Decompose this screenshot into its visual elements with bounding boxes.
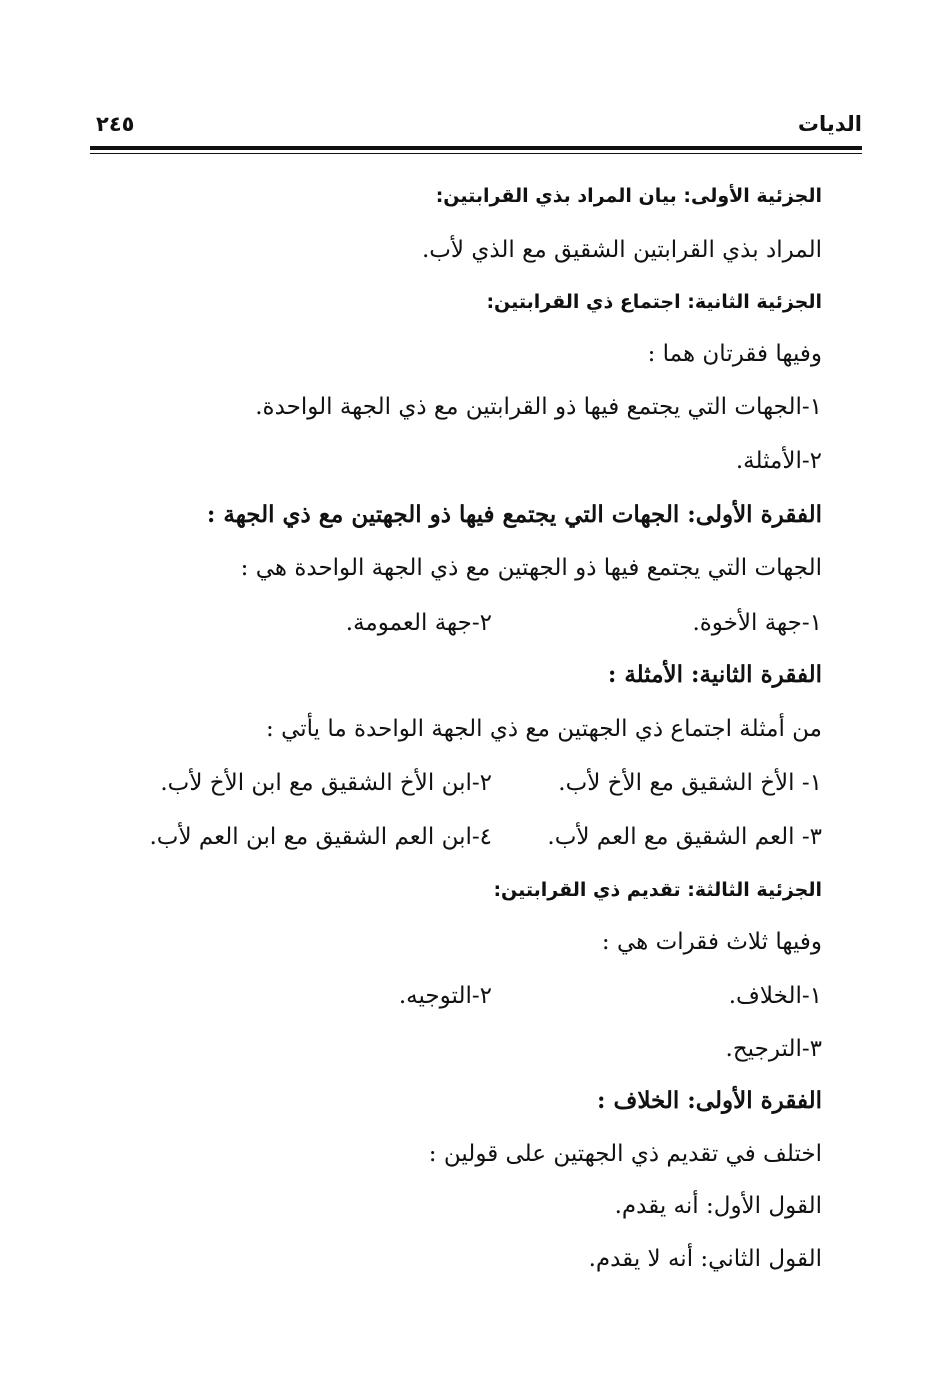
- text-line: الجهات التي يجتمع فيها ذو الجهتين مع ذي الجهة الواحدة هي :: [240, 555, 822, 581]
- list-item: ١-الجهات التي يجتمع فيها ذو القرابتين مع ذي الجهة الواحدة.: [255, 394, 822, 420]
- subheading-2: الجزئية الثانية: اجتماع ذي القرابتين:: [486, 291, 822, 313]
- list-row: [149, 821, 822, 853]
- header-rule-thick: [90, 146, 862, 150]
- subheading-1: الجزئية الأولى: بيان المراد بذي القرابتين:: [435, 185, 822, 207]
- text-line: من أمثلة اجتماع ذي الجهتين مع ذي الجهة الواحدة ما يأتي :: [266, 716, 822, 742]
- list-item: ٣-الترجيح.: [725, 1036, 822, 1062]
- list-item: ٢-التوجيه.: [398, 983, 492, 1009]
- paragraph-heading-1: الفقرة الأولى: الجهات التي يجتمع فيها ذو الجهتين مع ذي الجهة :: [206, 501, 822, 528]
- list-row: [346, 607, 822, 639]
- list-item: ٤-ابن العم الشقيق مع ابن العم لأب.: [149, 824, 492, 850]
- paragraph-heading-2: الفقرة الثانية: الأمثلة :: [607, 661, 822, 688]
- running-title: الديات: [797, 112, 862, 136]
- text-line: القول الأول: أنه يقدم.: [614, 1193, 822, 1219]
- text-line: القول الثاني: أنه لا يقدم.: [588, 1246, 822, 1272]
- list-item: ١-الخلاف.: [728, 983, 822, 1009]
- text-line: المراد بذي القرابتين الشقيق مع الذي لأب.: [421, 237, 822, 263]
- list-row: [160, 767, 822, 799]
- header-rule-thin: [90, 153, 862, 154]
- list-row: [399, 980, 822, 1012]
- page-header: [90, 112, 862, 142]
- text-line: اختلف في تقديم ذي الجهتين على قولين :: [428, 1141, 822, 1167]
- list-item: ٢-ابن الأخ الشقيق مع ابن الأخ لأب.: [160, 770, 492, 796]
- list-item: ٣- العم الشقيق مع العم لأب.: [547, 824, 822, 850]
- subheading-3: الجزئية الثالثة: تقديم ذي القرابتين:: [493, 879, 822, 901]
- list-item: ٢-جهة العمومة.: [345, 610, 492, 636]
- text-line: وفيها ثلاث فقرات هي :: [601, 929, 822, 955]
- paragraph-heading-3: الفقرة الأولى: الخلاف :: [596, 1087, 822, 1114]
- text-line: وفيها فقرتان هما :: [647, 341, 822, 367]
- page-number: ٢٤٥: [96, 112, 135, 136]
- list-item: ١-جهة الأخوة.: [692, 610, 822, 636]
- list-item: ١- الأخ الشقيق مع الأخ لأب.: [558, 770, 822, 796]
- list-item: ٢-الأمثلة.: [735, 448, 822, 474]
